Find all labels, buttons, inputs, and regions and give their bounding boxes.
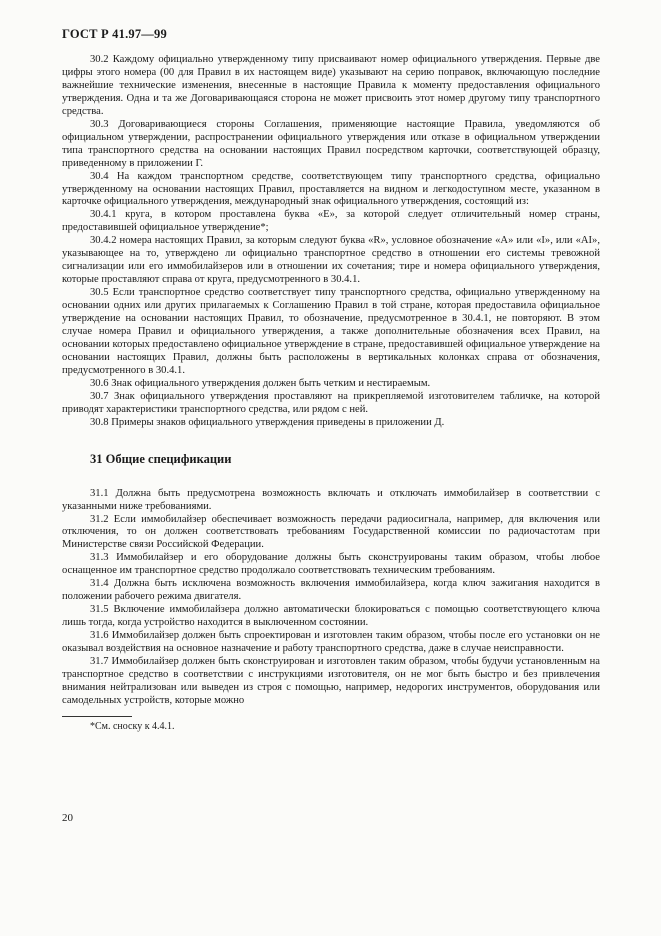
paragraph-30-7: 30.7 Знак официального утверждения проставляют на прикрепляемой изготовителем табличке, на которой приводят характеристики транспортного средства, или рядом с ней. (62, 390, 600, 415)
document-body (62, 54, 600, 733)
paragraph-31-4: 31.4 Должна быть исключена возможность включения иммобилайзера, когда ключ зажигания находится в положении рабочего режима двигателя. (62, 578, 600, 603)
paragraph-31-1: 31.1 Должна быть предусмотрена возможность включать и отключать иммобилайзер в соответствии с указанными ниже требованиями. (62, 487, 600, 512)
paragraph-30-5: 30.5 Если транспортное средство соответствует типу транспортного средства, официально утвержденному на основании одних или других прилагаемых к Соглашению Правил в той стране, которая предоставила официальное утверждение на основании настоящих Правил, то обозначение, предусмотренное в 30.4.1, не повторяют. В этом случае номера Правил и официального утверждения, а также дополнительные обозначения всех Правил, на основании которых предоставлено официальное утверждение в стране, предоставившей официальное утверждение на основании настоящих Правил, должны быть расположены в вертикальных колонках справа от обозначения, предусмотренного в 30.4.1. (62, 287, 600, 376)
paragraph-31-3: 31.3 Иммобилайзер и его оборудование должны быть сконструированы таким образом, чтобы любое оснащенное им транспортное средство продолжало соответствовать техническим требованиям. (62, 552, 600, 577)
footnote-divider (62, 716, 132, 717)
paragraph-30-4: 30.4 На каждом транспортном средстве, соответствующем типу транспортного средства, официально утвержденному на основании настоящих Правил, проставляется на видном и легкодоступном месте, указанном в карточке официального утверждения, международный знак официального утверждения, состоящий из: (62, 170, 600, 208)
paragraph-31-2: 31.2 Если иммобилайзер обеспечивает возможность передачи радиосигнала, например, для включения или отключения, то он должен соответствовать требованиям Государственной комиссии по радиочастотам при Министерстве связи Российской Федерации. (62, 513, 600, 551)
paragraph-30-4-2: 30.4.2 номера настоящих Правил, за которым следуют буква «R», условное обозначение «A» или «I», или «AI», указывающее на то, утверждено ли официально транспортное средство в отношении его системы тревожной сигнализации или его иммобилайзеров или в отношении их сочетания; тире и номера официального утверждения, которые проставляют справа от круга, предусмотренного в 30.4.1. (62, 235, 600, 286)
section-title: 31 Общие спецификации (90, 451, 232, 466)
paragraph-30-3: 30.3 Договаривающиеся стороны Соглашения, применяющие настоящие Правила, уведомляются об официальном утверждении, распространении официального утверждения или отказе в официальном утверждении типа транспортного средства на основании настоящих Правил посредством карточки, соответствующей образцу, приведенному в приложении Г. (62, 118, 600, 169)
paragraph-31-7: 31.7 Иммобилайзер должен быть сконструирован и изготовлен таким образом, чтобы будучи установленным на транспортное средство в соответствии с инструкциями изготовителя, он не мог быть быстро и без привлечения внимания нейтрализован или выведен из строя с помощью, например, недорогих инструментов, оборудования или самодельных устройств, которые можно (62, 655, 600, 706)
paragraph-31-6: 31.6 Иммобилайзер должен быть спроектирован и изготовлен таким образом, чтобы после его установки он не оказывал воздействия на основное назначение и работу транспортного средства, даже в случае неисправности. (62, 630, 600, 655)
paragraph-30-4-1: 30.4.1 круга, в котором проставлена буква «E», за которой следует отличительный номер страны, предоставившей официальное утверждение*; (62, 209, 600, 234)
paragraph-31-5: 31.5 Включение иммобилайзера должно автоматически блокироваться с помощью соответствующего ключа лишь тогда, когда устройство находится в выключенном состоянии. (62, 604, 600, 629)
paragraph-30-2: 30.2 Каждому официально утвержденному типу присваивают номер официального утверждения. Первые две цифры этого номера (00 для Правил в их настоящем виде) указывают на серию поправок, включающую последние важнейшие технические изменения, внесенные в настоящие Правила к моменту предоставления официального утверждения. Одна и та же Договаривающаяся сторона не может присвоить этот номер другому типу транспортного средства. (62, 54, 600, 117)
page-number: 20 (62, 812, 73, 824)
paragraph-30-6: 30.6 Знак официального утверждения должен быть четким и нестираемым. (90, 377, 431, 389)
paragraph-30-8: 30.8 Примеры знаков официального утверждения приведены в приложении Д. (90, 416, 445, 428)
footnote: *См. сноску к 4.4.1. (90, 720, 175, 732)
document-header: ГОСТ Р 41.97—99 (62, 27, 167, 41)
